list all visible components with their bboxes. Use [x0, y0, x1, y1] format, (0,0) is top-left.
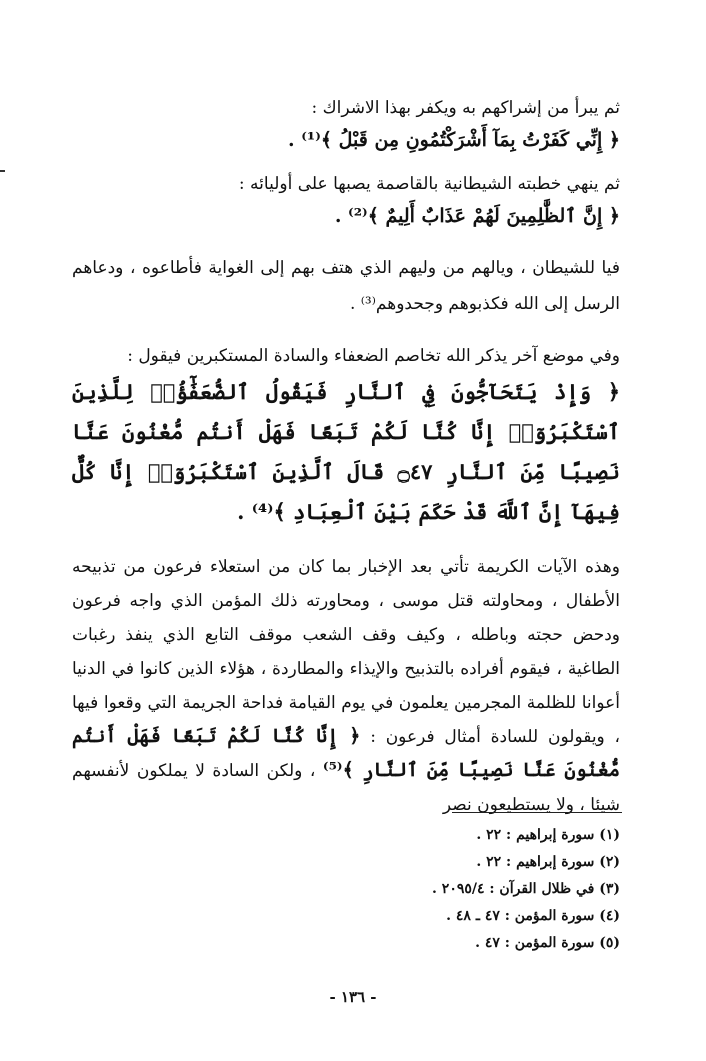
paragraph-3: [72, 550, 620, 822]
paragraph-1: فيا للشيطان ، ويالهم من وليهم الذي هتف بهم إلى الغواية فأطاعوه ، ودعاهم الرسل إلى الله فكذبوهم وجحدوهم⁽³⁾ .: [72, 258, 620, 314]
footnotes: [72, 822, 620, 957]
quran-quote-1: ﴿ إِنِّي كَفَرْتُ بِمَآ أَشْرَكْتُمُونِ مِن قَبْلُ ﴾⁽¹⁾ .: [288, 129, 620, 151]
page-number: - ١٣٦ -: [329, 988, 377, 1006]
footnote-3: (٣) في ظلال القرآن : ٢٠٩٥/٤ .: [432, 881, 620, 897]
quran-quote-2: ﴿ إِنَّ ٱلظَّٰلِمِينَ لَهُمْ عَذَابٌ أَلِيمٌ ﴾⁽²⁾ .: [334, 205, 620, 227]
paragraph-2-intro: وفي موضع آخر يذكر الله تخاصم الضعفاء والسادة المستكبرين فيقول :: [127, 346, 620, 366]
intro-line-2: ثم ينهي خطبته الشيطانية بالقاصمة يصبها على أوليائه :: [238, 174, 620, 194]
intro-line-1: ثم يبرأ من إشراكهم به ويكفر بهذا الاشراك :: [311, 98, 620, 118]
footnote-2: (٢) سورة إبراهيم : ٢٢ .: [476, 854, 620, 870]
footnote-4: (٤) سورة المؤمن : ٤٧ ـ ٤٨ .: [446, 908, 620, 924]
paragraph-3-text: وهذه الآيات الكريمة تأتي بعد الإخبار بما كان من استعلاء فرعون من تذبيحه الأطفال ، ومحاولته قتل موسى ، ومحاورته ذلك المؤمن الذي واجه فرعون ودحض حجته وباطله ، وكيف وقف الشعب موقف التابع الذي ينفذ رغبات الطاغية ، فيقوم أفراده بالتذبيح والإيذاء والمطاردة ، هؤلاء الذين كانوا في الدنيا أعوانا للظلمة المجرمين يعلمون في يوم القيامة فداحة الجريمة التي وقعوا فيها ، ويقولون للسادة أمثال فرعون :: [72, 557, 621, 747]
footnote-divider: [452, 812, 622, 813]
scan-edge-mark: [0, 170, 5, 172]
quran-quote-4: ﴿ إِنَّا كُنَّا لَكُمْ تَبَعًا فَهَلْ أَنتُم مُّغْنُونَ عَنَّا نَصِيبًا مِّنَ ٱلنَّارِ ﴾⁽⁵⁾: [72, 725, 620, 781]
page-body: [72, 92, 620, 822]
footnote-1: (١) سورة إبراهيم : ٢٢ .: [476, 827, 620, 843]
quran-quote-3: ﴿ وَإِذْ يَتَحَآجُّونَ فِي ٱلنَّارِ فَيَقُولُ ٱلضُّعَفَٰٓؤُا۟ لِلَّذِينَ ٱسْتَكْبَرُوٓا۟ إِنَّا كُنَّا لَكُمْ تَبَعًا فَهَلْ أَنتُم مُّغْنُونَ عَنَّا نَصِيبًا مِّنَ ٱلنَّارِ ۝٤٧ قَالَ ٱلَّذِينَ ٱسْتَكْبَرُوٓا۟ إِنَّا كُلٌّ فِيهَآ إِنَّ ٱللَّهَ قَدْ حَكَمَ بَيْنَ ٱلْعِبَادِ ﴾⁽⁴⁾ .: [72, 379, 620, 524]
footnote-5: (٥) سورة المؤمن : ٤٧ .: [475, 935, 620, 951]
paragraph-3-end: ، ولكن السادة لا يملكون لأنفسهم شيئا ، ولا يستطيعون نصر: [72, 761, 620, 815]
